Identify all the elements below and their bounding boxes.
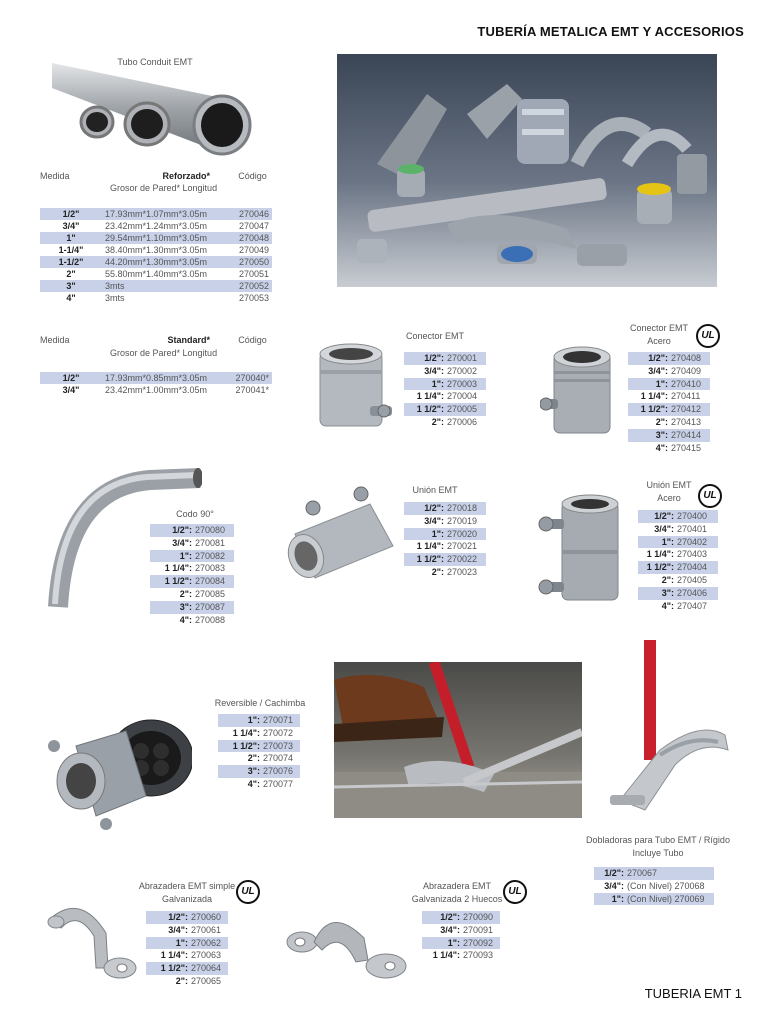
- abrazadera-2h-size: 1":: [447, 937, 460, 948]
- dobladoras-code: (Con Nivel) 270069: [627, 893, 705, 904]
- union-codes: [404, 502, 486, 579]
- reversible-code: 270077: [263, 778, 294, 789]
- reversible-code-row: [218, 714, 300, 727]
- conector-acero-size: 4":: [655, 442, 668, 453]
- conector-acero-code-row: [628, 403, 710, 416]
- standard-col-tipo: Standard*: [167, 335, 210, 345]
- abrazadera-2h-code-row: [422, 911, 500, 924]
- union-acero-size: 3/4":: [654, 523, 674, 534]
- conector-code: 270001: [447, 353, 478, 363]
- reforzado-codigo: 270050: [226, 256, 272, 268]
- ul-certification-icon: UL: [503, 880, 527, 904]
- abrazadera-2h-size: 3/4":: [440, 924, 460, 935]
- abrazadera-simple-code: 270065: [191, 975, 222, 986]
- codo-size: 1/2":: [172, 525, 192, 535]
- standard-row: [40, 384, 272, 396]
- reforzado-medida: 4": [66, 293, 76, 303]
- reforzado-grosor: 55.80mm*1.40mm*3.05m: [105, 269, 208, 279]
- codo-code: 270081: [195, 537, 226, 548]
- standard-grosor: 23.42mm*1.00mm*3.05m: [105, 385, 208, 395]
- conector-code-row: [404, 352, 486, 365]
- ul-certification-icon: UL: [696, 324, 720, 348]
- reforzado-grosor: 38.40mm*1.30mm*3.05m: [105, 245, 208, 255]
- conector-acero-code-row: [628, 365, 710, 378]
- abrazadera-simple-code: 270064: [191, 963, 222, 974]
- reforzado-grosor: 29.54mm*1.10mm*3.05m: [102, 232, 226, 244]
- union-acero-code-row: [638, 600, 718, 613]
- abrazadera-simple-code: 270063: [191, 950, 222, 961]
- reforzado-medida: 1/2": [40, 208, 102, 220]
- reforzado-medida: 1-1/2": [40, 256, 102, 268]
- reforzado-row: [40, 232, 272, 244]
- conector-acero-code-row: [628, 352, 710, 365]
- reforzado-codigo: 270052: [226, 280, 272, 292]
- reversible-code-row: [218, 778, 300, 791]
- conector-code-row: [404, 365, 486, 378]
- abrazadera-simple-code-row: [146, 924, 228, 937]
- reforzado-row: [40, 292, 272, 304]
- reforzado-col-codigo: Código: [238, 171, 267, 181]
- union-acero-label: Unión EMT: [646, 480, 692, 490]
- union-acero-code: 270401: [677, 523, 708, 534]
- union-acero-code-row: [638, 523, 718, 536]
- dobladoras-code: (Con Nivel) 270068: [627, 880, 705, 891]
- dobladoras-code-row: [594, 893, 714, 906]
- reforzado-col-sub: Grosor de Pared* Longitud: [110, 183, 218, 193]
- reversible-code: 270076: [263, 766, 294, 777]
- conector-size: 3/4":: [424, 365, 444, 376]
- codo-size: 1 1/2":: [164, 576, 192, 587]
- abrazadera-simple-size: 1":: [175, 937, 188, 948]
- reforzado-medida: 1": [40, 232, 102, 244]
- abrazadera-simple-code-row: [146, 911, 228, 924]
- dobladoras-label-2: Incluye Tubo: [632, 848, 684, 858]
- standard-row: [40, 372, 272, 384]
- union-acero-code: 270405: [677, 574, 708, 585]
- page-title: TUBERÍA METALICA EMT Y ACCESORIOS: [477, 24, 744, 39]
- reforzado-codigo: 270046: [226, 208, 272, 220]
- dobladoras-code-row: [594, 867, 714, 880]
- union-acero-code: 270403: [677, 549, 708, 560]
- union-code-row: [404, 502, 486, 515]
- reforzado-row: [40, 280, 272, 292]
- codo-code-row: [150, 588, 234, 601]
- dobladoras-size: 3/4":: [604, 880, 624, 891]
- reversible-code: 270073: [263, 740, 294, 751]
- conector-acero-code-row: [628, 390, 710, 403]
- reforzado-row: [40, 256, 272, 268]
- page-footer: TUBERIA EMT 1: [644, 986, 742, 1001]
- conector-image: [312, 340, 396, 432]
- conector-acero-code-row: [628, 442, 710, 455]
- union-acero-code: 270400: [677, 511, 708, 521]
- abrazadera-simple-code: 270060: [191, 912, 222, 922]
- reversible-image: [36, 706, 192, 832]
- reversible-code-row: [218, 765, 300, 778]
- bender-tool-image: [600, 640, 730, 820]
- abrazadera-simple-label: Abrazadera EMT simple: [138, 881, 236, 891]
- reforzado-codigo: 270047: [238, 221, 269, 231]
- dobladoras-code-row: [594, 880, 714, 893]
- tubo-conduit-image: [52, 58, 257, 158]
- codo-code-row: [150, 575, 234, 588]
- dobladoras-size: 1/2":: [604, 868, 624, 878]
- conector-acero-code: 270414: [671, 429, 702, 440]
- union-acero-size: 1":: [661, 536, 674, 547]
- union-acero-code: 270407: [677, 600, 708, 611]
- conector-acero-code: 270410: [671, 378, 702, 389]
- conector-acero-codes: [628, 352, 710, 454]
- codo-code: 270082: [195, 550, 226, 561]
- codo-code-row: [150, 601, 234, 614]
- abrazadera-2h-label-2: Galvanizada 2 Huecos: [411, 894, 503, 904]
- reversible-code-row: [218, 752, 300, 765]
- union-acero-code-row: [638, 548, 718, 561]
- codo-code-row: [150, 550, 234, 563]
- conector-acero-size: 3/4":: [648, 365, 668, 376]
- abrazadera-simple-code-row: [146, 937, 228, 950]
- abrazadera-2h-label: Abrazadera EMT: [422, 881, 492, 891]
- abrazadera-simple-size: 3/4":: [168, 924, 188, 935]
- union-acero-code-row: [638, 536, 718, 549]
- union-acero-code: 270406: [677, 587, 708, 598]
- dobladoras-codes: [594, 867, 714, 905]
- reforzado-col-medida: Medida: [40, 171, 70, 181]
- codo-size: 3":: [179, 601, 192, 612]
- codo-label: Codo 90°: [176, 509, 214, 519]
- reversible-size: 4":: [247, 778, 260, 789]
- reforzado-row: [40, 244, 272, 256]
- codo-code-row: [150, 614, 234, 627]
- ul-certification-icon: UL: [236, 880, 260, 904]
- conector-label: Conector EMT: [405, 331, 465, 341]
- codo-code-row: [150, 524, 234, 537]
- abrazadera-simple-code-row: [146, 975, 228, 988]
- conector-acero-code-row: [628, 378, 710, 391]
- union-acero-size: 1 1/2":: [646, 562, 674, 573]
- union-acero-code-row: [638, 574, 718, 587]
- conector-code: 270003: [447, 378, 478, 389]
- conector-code: 270002: [447, 365, 478, 376]
- conector-acero-size: 1 1/4":: [640, 391, 668, 402]
- abrazadera-2h-size: 1 1/4":: [432, 950, 460, 961]
- union-size: 1/2":: [424, 503, 444, 513]
- standard-grosor: 17.93mm*0.85mm*3.05m: [102, 372, 226, 384]
- reversible-code: 270072: [263, 727, 294, 738]
- standard-col-medida: Medida: [40, 335, 70, 345]
- conector-acero-size: 1/2":: [648, 353, 668, 363]
- codo-code: 270085: [195, 588, 226, 599]
- codo-size: 1 1/4":: [164, 563, 192, 574]
- abrazadera-simple-code: 270061: [191, 924, 222, 935]
- union-code-row: [404, 528, 486, 541]
- union-image: [285, 486, 397, 584]
- reforzado-codigo: 270049: [238, 245, 269, 255]
- tubo-label: Tubo Conduit EMT: [117, 57, 193, 67]
- reforzado-grosor: 3mts: [105, 293, 125, 303]
- union-code: 270023: [447, 566, 478, 577]
- abrazadera-2h-code: 270091: [463, 924, 494, 935]
- abrazadera-2h-size: 1/2":: [440, 912, 460, 922]
- union-acero-size: 4":: [661, 600, 674, 611]
- union-code: 270022: [447, 554, 478, 565]
- reversible-size: 3":: [247, 766, 260, 777]
- reforzado-grosor: 23.42mm*1.24mm*3.05m: [105, 221, 208, 231]
- standard-codigo: 270041*: [235, 385, 269, 395]
- conector-acero-size: 3":: [655, 429, 668, 440]
- conector-acero-image: [540, 343, 622, 435]
- abrazadera-simple-code-row: [146, 949, 228, 962]
- conector-acero-code: 270413: [671, 416, 702, 427]
- reversible-size: 1 1/2":: [232, 740, 260, 751]
- conector-codes: [404, 352, 486, 429]
- union-acero-size: 1/2":: [654, 511, 674, 521]
- union-acero-code: 270402: [677, 536, 708, 547]
- abrazadera-simple-label-2: Galvanizada: [161, 894, 213, 904]
- conector-size: 1/2":: [424, 353, 444, 363]
- codo-code-row: [150, 562, 234, 575]
- reversible-code: 270074: [263, 753, 294, 764]
- union-code: 270019: [447, 515, 478, 526]
- reforzado-col-tipo: Reforzado*: [162, 171, 210, 181]
- conector-acero-size: 2":: [655, 416, 668, 427]
- reforzado-grosor: 3mts: [102, 280, 226, 292]
- conector-acero-code-row: [628, 416, 710, 429]
- union-size: 3/4":: [424, 515, 444, 526]
- conector-acero-code: 270408: [671, 353, 702, 363]
- conector-acero-size: 1 1/2":: [640, 404, 668, 415]
- codo-code: 270083: [195, 563, 226, 574]
- abrazadera-simple-codes: [146, 911, 228, 988]
- union-code-row: [404, 515, 486, 528]
- conector-code: 270004: [447, 391, 478, 402]
- conector-code-row: [404, 416, 486, 429]
- reforzado-grosor: 44.20mm*1.30mm*3.05m: [102, 256, 226, 268]
- reversible-size: 2":: [247, 753, 260, 764]
- conector-acero-code: 270415: [671, 442, 702, 453]
- union-size: 1":: [431, 528, 444, 539]
- conector-acero-code-row: [628, 429, 710, 442]
- union-acero-label-2: Acero: [657, 493, 681, 503]
- codo-code: 270087: [195, 601, 226, 612]
- union-acero-code-row: [638, 587, 718, 600]
- union-size: 2":: [431, 566, 444, 577]
- conector-code-row: [404, 378, 486, 391]
- codo-size: 4":: [179, 614, 192, 625]
- union-acero-size: 1 1/4":: [646, 549, 674, 560]
- conector-acero-size: 1":: [655, 378, 668, 389]
- abrazadera-simple-size: 1 1/4":: [160, 950, 188, 961]
- abrazadera-2h-code: 270092: [463, 937, 494, 948]
- union-code-row: [404, 566, 486, 579]
- conector-acero-code: 270412: [671, 404, 702, 415]
- codo-code-row: [150, 537, 234, 550]
- union-label: Unión EMT: [412, 485, 458, 495]
- union-code: 270018: [447, 503, 478, 513]
- reversible-label: Reversible / Cachimba: [214, 698, 306, 708]
- accessories-photo: [337, 54, 717, 287]
- abrazadera-simple-size: 2":: [175, 975, 188, 986]
- union-size: 1 1/4":: [416, 541, 444, 552]
- reforzado-row: [40, 268, 272, 280]
- reversible-code: 270071: [263, 715, 294, 725]
- union-acero-size: 3":: [661, 587, 674, 598]
- abrazadera-2h-code-row: [422, 937, 500, 950]
- standard-codigo: 270040*: [226, 372, 272, 384]
- union-code: 270021: [447, 541, 478, 552]
- codo-code: 270080: [195, 525, 226, 535]
- reforzado-codigo: 270048: [226, 232, 272, 244]
- dobladoras-size: 1":: [611, 893, 624, 904]
- union-size: 1 1/2":: [416, 554, 444, 565]
- codo-code: 270088: [195, 614, 226, 625]
- union-acero-code-row: [638, 510, 718, 523]
- codo-size: 3/4":: [172, 537, 192, 548]
- reversible-code-row: [218, 727, 300, 740]
- conector-size: 2":: [431, 416, 444, 427]
- union-acero-image: [538, 492, 620, 604]
- abrazadera-2h-code-row: [422, 924, 500, 937]
- reversible-size: 1 1/4":: [232, 727, 260, 738]
- abrazadera-2h-code: 270090: [463, 912, 494, 922]
- conector-code-row: [404, 390, 486, 403]
- standard-table: [40, 372, 272, 396]
- abrazadera-simple-size: 1/2":: [168, 912, 188, 922]
- conector-acero-code: 270411: [671, 391, 701, 402]
- reforzado-medida: 1-1/4": [58, 245, 84, 255]
- bender-in-use-photo: [334, 662, 582, 818]
- standard-medida: 1/2": [40, 372, 102, 384]
- reforzado-row: [40, 220, 272, 232]
- ul-certification-icon: UL: [698, 484, 722, 508]
- union-code-row: [404, 540, 486, 553]
- reversible-size: 1":: [247, 715, 260, 725]
- reforzado-row: [40, 208, 272, 220]
- standard-col-sub: Grosor de Pared* Longitud: [110, 348, 218, 358]
- standard-col-codigo: Código: [238, 335, 267, 345]
- reforzado-grosor: 17.93mm*1.07mm*3.05m: [102, 208, 226, 220]
- conector-size: 1 1/2":: [416, 404, 444, 415]
- union-code: 270020: [447, 528, 478, 539]
- conector-acero-code: 270409: [671, 365, 702, 376]
- abrazadera-2h-code: 270093: [463, 950, 494, 961]
- conector-code: 270005: [447, 404, 478, 415]
- reforzado-medida: 3/4": [62, 221, 80, 231]
- abrazadera-2h-code-row: [422, 949, 500, 962]
- reforzado-codigo: 270051: [238, 269, 269, 279]
- reforzado-medida: 3": [40, 280, 102, 292]
- abrazadera-2h-image: [286, 910, 410, 986]
- reforzado-table: [40, 208, 272, 304]
- abrazadera-simple-code-row: [146, 962, 228, 975]
- conector-size: 1":: [431, 378, 444, 389]
- reversible-codes: [218, 714, 300, 791]
- codo-size: 1":: [179, 550, 192, 561]
- union-acero-code: 270404: [677, 562, 708, 573]
- abrazadera-simple-image: [46, 898, 138, 984]
- union-code-row: [404, 553, 486, 566]
- conector-acero-label: Conector EMT: [629, 323, 689, 333]
- codo-code: 270084: [195, 576, 226, 587]
- conector-acero-label-2: Acero: [647, 336, 671, 346]
- dobladoras-code: 270067: [627, 868, 658, 878]
- conector-code: 270006: [447, 416, 478, 427]
- codo-codes: [150, 524, 234, 626]
- standard-medida: 3/4": [62, 385, 80, 395]
- union-acero-codes: [638, 510, 718, 612]
- conector-code-row: [404, 403, 486, 416]
- codo-size: 2":: [179, 588, 192, 599]
- abrazadera-simple-code: 270062: [191, 937, 222, 948]
- reversible-code-row: [218, 740, 300, 753]
- reforzado-codigo: 270053: [238, 293, 269, 303]
- abrazadera-simple-size: 1 1/2":: [160, 963, 188, 974]
- dobladoras-label: Dobladoras para Tubo EMT / Rígido: [586, 835, 730, 845]
- abrazadera-2h-codes: [422, 911, 500, 962]
- union-acero-code-row: [638, 561, 718, 574]
- union-acero-size: 2":: [661, 574, 674, 585]
- conector-size: 1 1/4":: [416, 391, 444, 402]
- reforzado-medida: 2": [66, 269, 76, 279]
